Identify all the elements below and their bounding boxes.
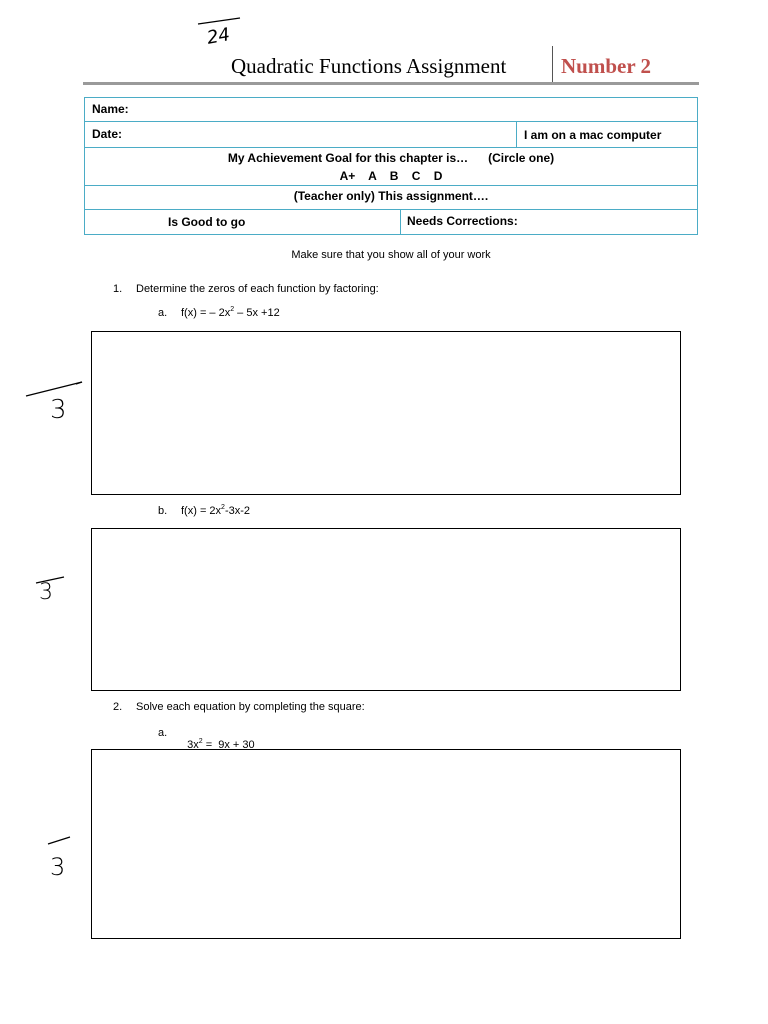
question-2a-letter: a. [158, 727, 168, 739]
table-divider [84, 121, 698, 122]
mac-label: I am on a mac computer [524, 128, 662, 142]
margin-mark-1: 3 [50, 395, 67, 425]
date-label: Date: [92, 127, 123, 141]
answer-box-1a[interactable] [91, 331, 681, 495]
q1b-exp: 2 [221, 504, 225, 511]
q1a-pre: f(x) = – 2x [181, 307, 231, 319]
margin-mark-3: 3 [50, 853, 66, 881]
table-divider [400, 209, 401, 235]
question-2a-equation [181, 727, 255, 751]
needs-corrections-label: Needs Corrections: [407, 214, 518, 228]
question-1a-letter: a. [158, 307, 168, 319]
title-text: Quadratic Functions Assignment [231, 54, 507, 78]
table-divider [84, 209, 698, 210]
answer-box-2a[interactable] [91, 749, 681, 939]
question-2-text: Solve each equation by completing the square: [136, 701, 365, 713]
title-rule [83, 82, 699, 85]
q2a-post: = 9x + 30 [202, 739, 255, 751]
goal-label: My Achievement Goal for this chapter is… (Circle one) [227, 151, 555, 165]
answer-box-1b[interactable] [91, 528, 681, 691]
grade-mark-text: 24 [205, 24, 232, 49]
q1b-post: -3x-2 [224, 505, 251, 517]
table-divider [84, 185, 698, 186]
question-1-number: 1. [113, 283, 123, 295]
margin-mark-2: 3 [39, 580, 53, 605]
question-1a-function [181, 307, 280, 319]
table-divider [84, 147, 698, 148]
question-1b-letter: b. [158, 505, 168, 517]
margin-mark-3-stroke [46, 834, 76, 848]
name-label: Name: [92, 102, 129, 116]
question-2-number: 2. [113, 701, 123, 713]
question-1b-function [181, 505, 250, 517]
teacher-label: (Teacher only) This assignment…. [293, 189, 489, 203]
q2a-pre: 3x [187, 739, 199, 751]
page-title [231, 54, 506, 79]
q1a-post: – 5x +12 [234, 307, 280, 319]
good-to-go-label: Is Good to go [168, 215, 246, 229]
q1b-pre: f(x) = 2x [181, 505, 222, 517]
assignment-number: Number 2 [561, 54, 652, 78]
table-divider [516, 121, 517, 147]
title-separator [552, 46, 553, 82]
question-1-text: Determine the zeros of each function by factoring: [136, 283, 379, 295]
goal-options[interactable]: A+ A B C D [339, 169, 443, 183]
instructions-text: Make sure that you show all of your work [291, 249, 491, 261]
q2a-exp: 2 [198, 738, 203, 745]
q1a-exp: 2 [230, 306, 235, 313]
